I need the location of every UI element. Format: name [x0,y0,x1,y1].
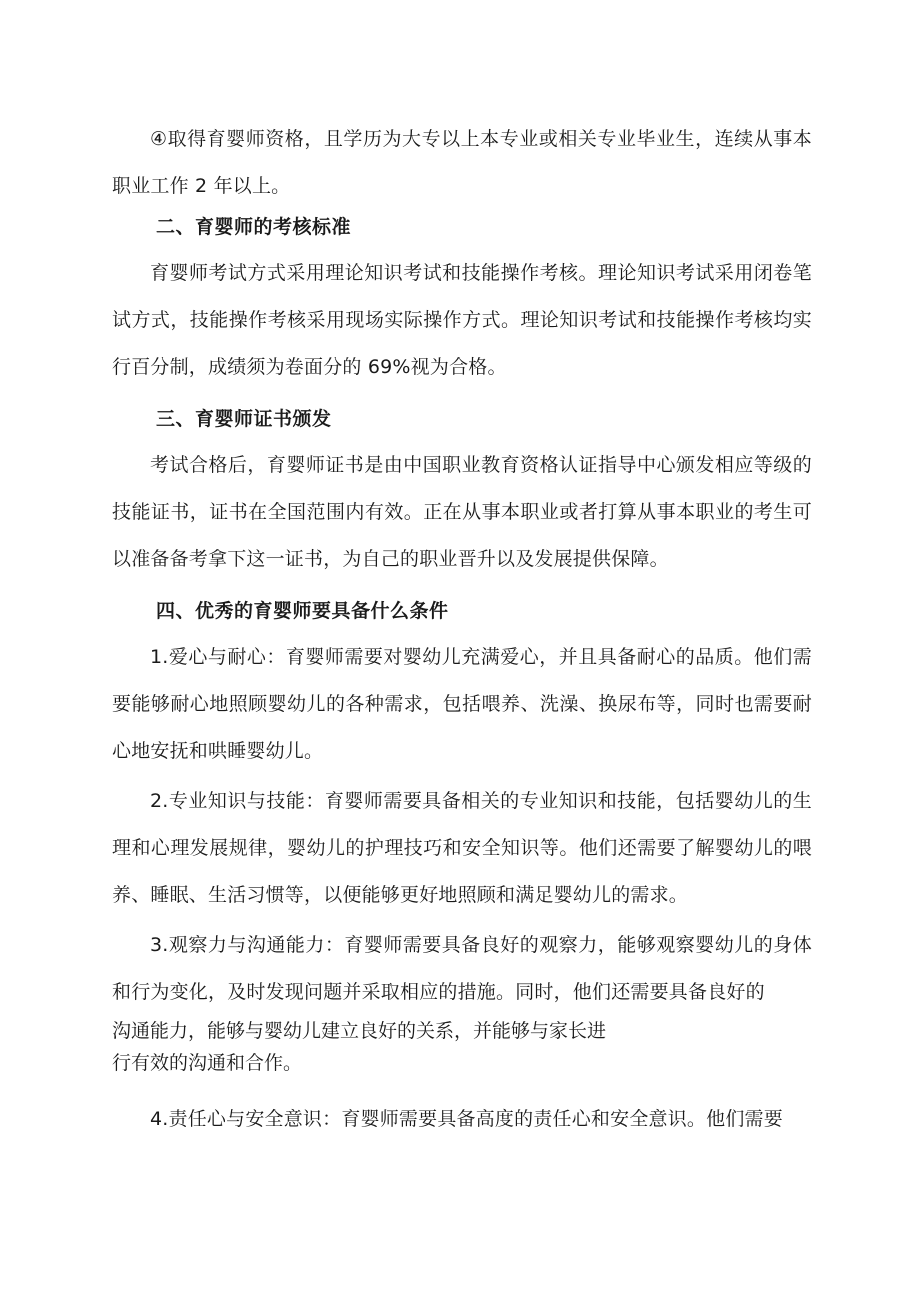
paragraph-qualification-4: ④取得育婴师资格，且学历为大专以上本专业或相关专业毕业生，连续从事本职业工作 2 年以上。 [112,128,812,197]
paragraph-love-patience: 1.爱心与耐心：育婴师需要对婴幼儿充满爱心，并且具备耐心的品质。他们需要能够耐心地照顾婴幼儿的各种需求，包括喂养、洗澡、换尿布等，同时也需要耐心地安抚和哄睡婴幼儿。 [112,646,812,762]
heading-certificate-issuance: 三、育婴师证书颁发 [156,408,332,430]
paragraph-assessment-method: 育婴师考试方式采用理论知识考试和技能操作考核。理论知识考试采用闭卷笔试方式，技能操作考核采用现场实际操作方式。理论知识考试和技能操作考核均实行百分制，成绩须为卷面分的 69%视为合格。 [112,262,812,378]
paragraph-communication-line-a: 沟通能力，能够与婴幼儿建立良好的关系，并能够与家长进 [112,1020,607,1042]
paragraph-communication-line-b: 行有效的沟通和合作。 [112,1052,303,1074]
heading-assessment-standard: 二、育婴师的考核标准 [156,216,352,238]
heading-excellent-conditions: 四、优秀的育婴师要具备什么条件 [156,600,449,622]
paragraph-professional-skills: 2.专业知识与技能：育婴师需要具备相关的专业知识和技能，包括婴幼儿的生理和心理发展规律，婴幼儿的护理技巧和安全知识等。他们还需要了解婴幼儿的喂养、睡眠、生活习惯等，以便能够更好地照顾和满足婴幼儿的需求。 [112,790,812,906]
paragraph-certificate: 考试合格后，育婴师证书是由中国职业教育资格认证指导中心颁发相应等级的技能证书，证书在全国范围内有效。正在从事本职业或者打算从事本职业的考生可以准备备考拿下这一证书，为自己的职业晋升以及发展提供保障。 [112,454,812,570]
paragraph-observation-communication: 3.观察力与沟通能力：育婴师需要具备良好的观察力，能够观察婴幼儿的身体和行为变化，及时发现问题并采取相应的措施。同时，他们还需要具备良好的 [112,934,812,1003]
paragraph-responsibility-safety: 4.责任心与安全意识：育婴师需要具备高度的责任心和安全意识。他们需要 [150,1108,783,1130]
